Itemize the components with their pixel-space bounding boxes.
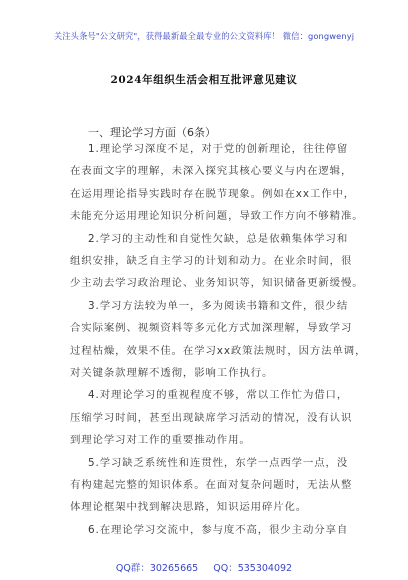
- body-line: 未能充分运用理论知识分析问题，导致工作方向不够精准。: [70, 210, 364, 223]
- body-line: 压缩学习时间，甚至出现缺席学习活动的情况，没有认识: [70, 411, 353, 424]
- body-line: 4.对理论学习的重视程度不够，常以工作忙为借口，: [88, 389, 349, 402]
- promo-banner[interactable]: 关注头条号"公文研究"，获得最新最全最专业的公文资料库！ 微信：gongwenyj: [53, 31, 355, 41]
- document-body: [0, 142, 408, 552]
- body-line: 合实际案例、视频资料等多元化方式加深理解，导致学习: [70, 322, 353, 335]
- body-line: 少主动去学习政治理论、业务知识等，知识储备更新缓慢。: [70, 277, 364, 290]
- body-line: 在表面文字的理解，未深入探究其核心要义与内在逻辑，: [70, 165, 353, 178]
- body-line: 到理论学习对工作的重要推动作用。: [70, 434, 251, 447]
- body-line: 1.理论学习深度不足，对于党的创新理论，往往停留: [88, 143, 349, 155]
- footer-qq-group: QQ群：30265665: [115, 563, 199, 574]
- body-line: 体理论框架中找到解决思路，知识运用碎片化。: [70, 501, 308, 514]
- body-line: 6.在理论学习交流中，参与度不高，很少主动分享自: [88, 523, 349, 536]
- body-line: 2.学习的主动性和自觉性欠缺，总是依赖集体学习和: [88, 232, 349, 245]
- body-line: 组织安排，缺乏自主学习的计划和动力。在业余时间，很: [70, 255, 353, 267]
- body-line: 5.学习缺乏系统性和连贯性，东学一点西学一点，没: [88, 456, 349, 469]
- footer-qq: QQ：535304092: [213, 563, 293, 574]
- body-line: 3.学习方法较为单一，多为阅读书籍和文件，很少结: [88, 299, 349, 312]
- document-title: 2024年组织生活会相互批评意见建议: [110, 74, 298, 86]
- body-line: 有构建起完整的知识体系。在面对复杂问题时，无法从整: [70, 479, 353, 491]
- body-line: 在运用理论指导实践时存在脱节现象。例如在xx工作中，: [70, 187, 356, 200]
- footer-contact: [0, 560, 408, 574]
- body-line: 过程枯燥，效果不佳。在学习xx政策法规时，因方法单调，: [70, 344, 367, 357]
- body-line: 对关键条款理解不透彻，影响工作执行。: [70, 367, 274, 379]
- section-heading: 一、理论学习方面（6条）: [88, 126, 216, 139]
